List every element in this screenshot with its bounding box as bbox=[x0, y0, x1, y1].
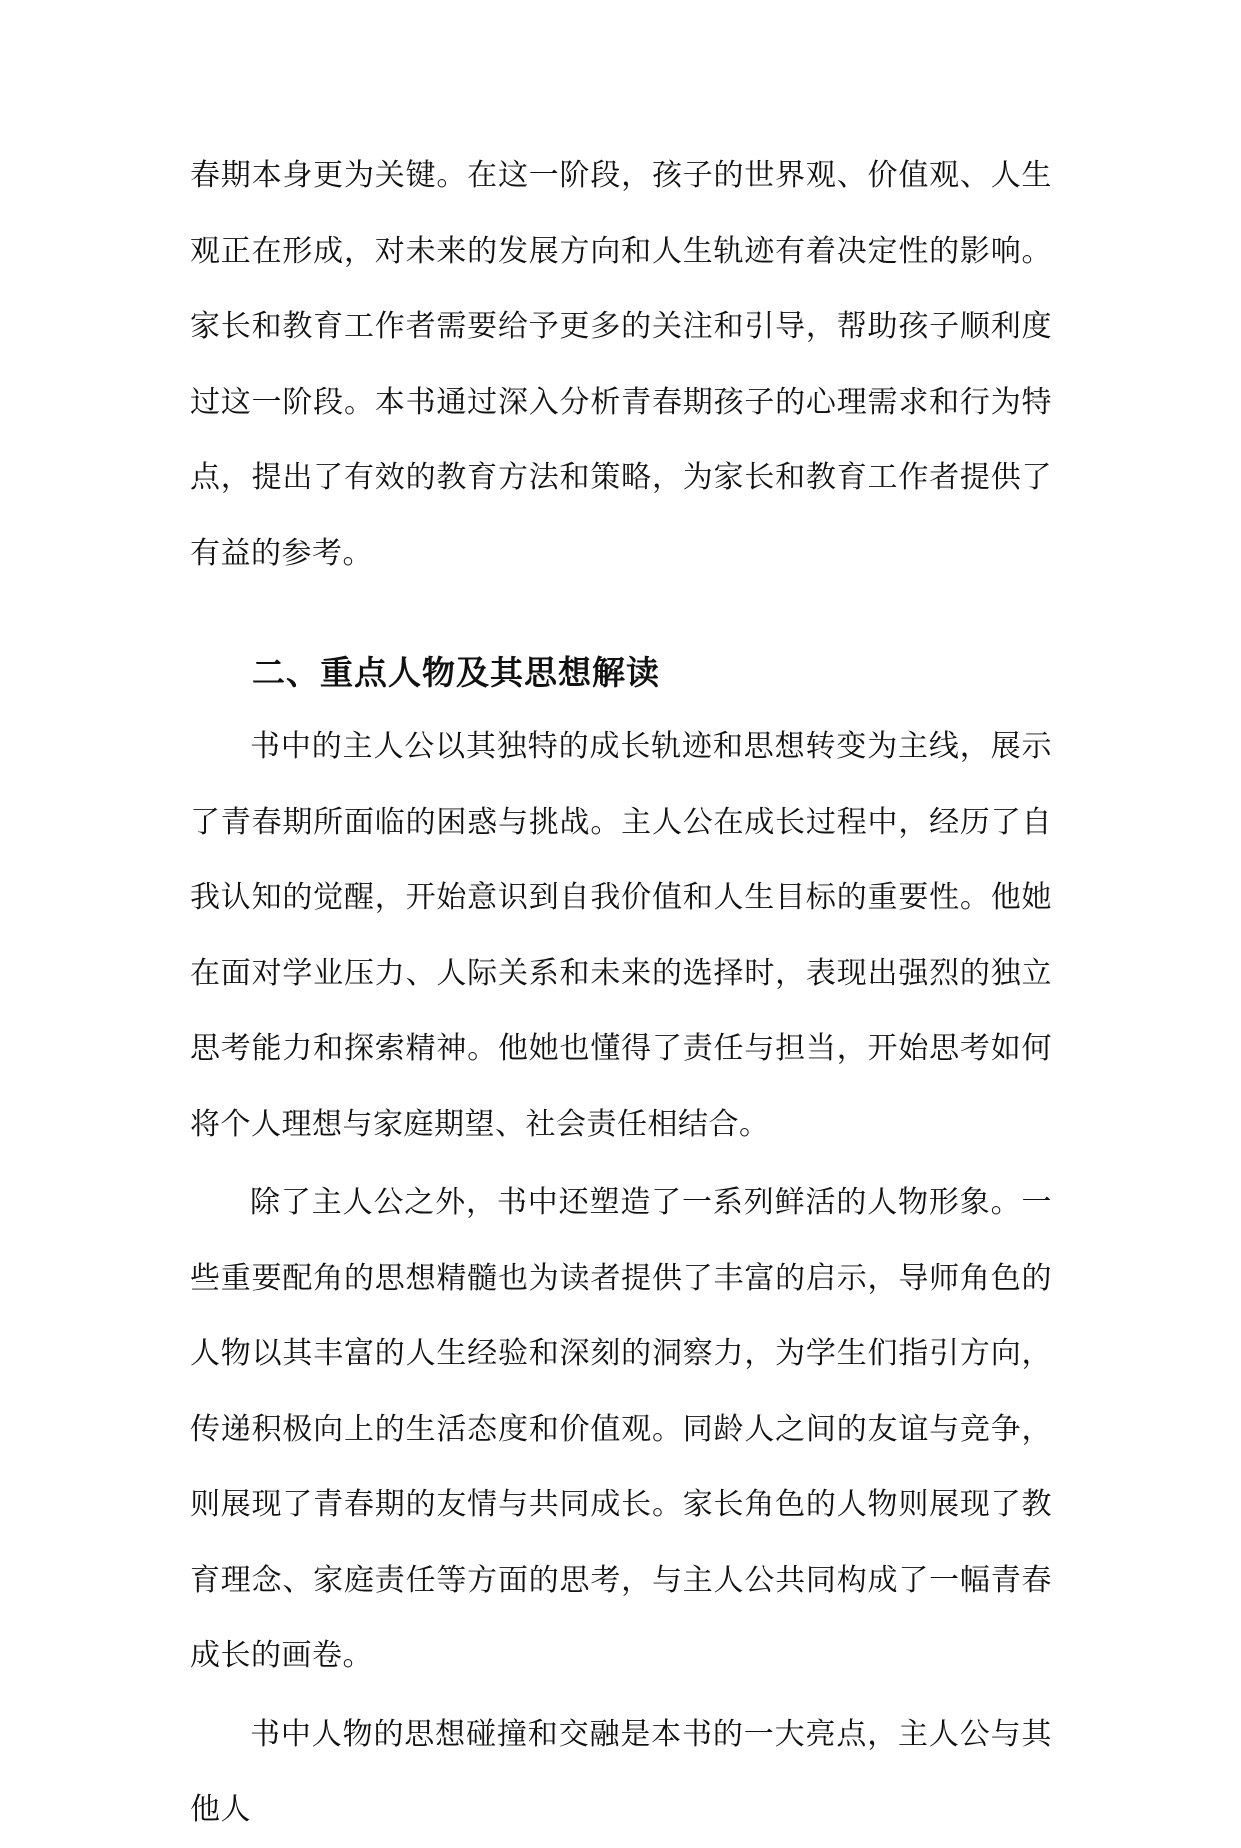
page-content bbox=[190, 138, 1052, 1848]
paragraph-protagonist: 书中的主人公以其独特的成长轨迹和思想转变为主线，展示了青春期所面临的困惑与挑战。主人公在成长过程中，经历了自我认知的觉醒，开始意识到自我价值和人生目标的重要性。他她在面对学业压力、人际关系和未来的选择时，表现出强烈的独立思考能力和探索精神。他她也懂得了责任与担当，开始思考如何将个人理想与家庭期望、社会责任相结合。 bbox=[190, 729, 1052, 1142]
paragraph-supporting-characters: 除了主人公之外，书中还塑造了一系列鲜活的人物形象。一些重要配角的思想精髓也为读者提供了丰富的启示，导师角色的人物以其丰富的人生经验和深刻的洞察力，为学生们指引方向，传递积极向上的生活态度和价值观。同龄人之间的友谊与竞争，则展现了青春期的友情与共同成长。家长角色的人物则展现了教育理念、家庭责任等方面的思考，与主人公共同构成了一幅青春成长的画卷。 bbox=[190, 1185, 1052, 1673]
paragraph-continuation: 春期本身更为关键。在这一阶段，孩子的世界观、价值观、人生观正在形成，对未来的发展方向和人生轨迹有着决定性的影响。家长和教育工作者需要给予更多的关注和引导，帮助孩子顺利度过这一阶段。本书通过深入分析青春期孩子的心理需求和行为特点，提出了有效的教育方法和策略，为家长和教育工作者提供了有益的参考。 bbox=[190, 158, 1052, 571]
section-heading: 二、重点人物及其思想解读 bbox=[252, 653, 660, 692]
paragraph-ideas-collision: 书中人物的思想碰撞和交融是本书的一大亮点，主人公与其他人 bbox=[190, 1716, 1052, 1827]
